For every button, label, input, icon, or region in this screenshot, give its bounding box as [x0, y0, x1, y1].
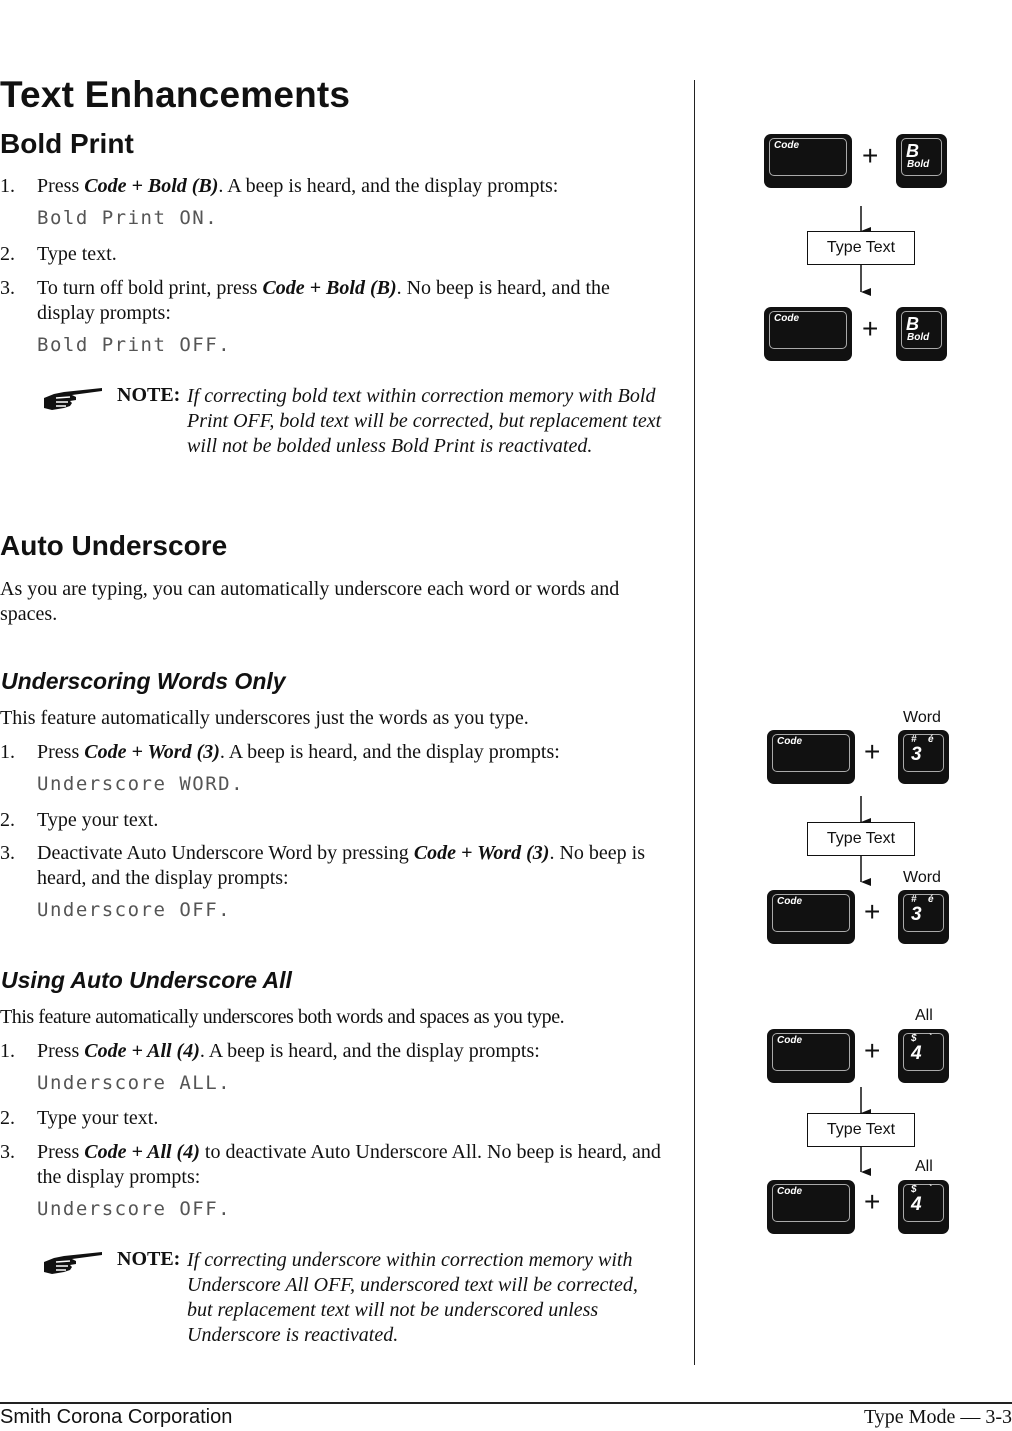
display-prompt-word-off: Underscore OFF. [37, 899, 232, 921]
display-prompt-all-off: Underscore OFF. [37, 1198, 232, 1220]
step-number: 2. [0, 1107, 15, 1129]
all-key-icon: $ ` 4 [898, 1180, 949, 1234]
note-text: If correcting underscore within correction memory with Underscore All OFF, underscored text will be corrected, but replacement text will not be underscored unless Underscore is reactivated. [187, 1249, 638, 1346]
command-text: Code + Word (3) [84, 741, 220, 763]
note-label: NOTE: [117, 384, 181, 406]
bold-key-icon: B Bold [896, 134, 947, 188]
code-key-icon: Code [767, 1029, 855, 1083]
type-text-box: Type Text [807, 1113, 915, 1147]
code-key-icon: Code [764, 307, 852, 361]
code-key-icon: Code [767, 730, 855, 784]
type-text-box: Type Text [807, 822, 915, 856]
step-number: 1. [0, 175, 15, 197]
plus-icon: + [864, 1035, 881, 1066]
footer-rule [0, 1402, 1012, 1404]
column-divider [694, 80, 695, 1365]
footer-company: Smith Corona Corporation [0, 1406, 233, 1428]
step-text: Press Code + All (4). A beep is heard, and the display prompts: [37, 1040, 540, 1062]
plus-icon: + [864, 896, 881, 927]
auto-underscore-intro: As you are typing, you can automatically underscore each word or words and spaces. [0, 578, 620, 625]
plus-icon: + [864, 736, 881, 767]
command-text: Code + Bold (B) [84, 175, 219, 197]
bold-key-icon: B Bold [896, 307, 947, 361]
display-prompt-all-on: Underscore ALL. [37, 1072, 232, 1094]
command-text: Code + All (4) [84, 1141, 200, 1163]
page-title: Text Enhancements [0, 74, 351, 115]
step-text: Press Code + Bold (B). A beep is heard, and the display prompts: [37, 175, 559, 197]
word-key-icon: # é 3 [898, 890, 949, 944]
plus-icon: + [864, 1186, 881, 1217]
pointing-hand-icon [42, 1248, 106, 1280]
step-number: 3. [0, 842, 15, 864]
plus-icon: + [862, 313, 879, 344]
code-key-icon: Code [767, 1180, 855, 1234]
command-text: Code + All (4) [84, 1040, 200, 1062]
type-text-box: Type Text [807, 231, 915, 265]
subheading-underscore-all: Using Auto Underscore All [1, 967, 292, 993]
word-key-label: Word [903, 709, 941, 726]
section-heading-auto-underscore: Auto Underscore [0, 530, 228, 561]
section-heading-bold-print: Bold Print [0, 128, 134, 159]
all-intro: This feature automatically underscores both words and spaces as you type. [0, 1006, 565, 1028]
step-text: Type your text. [37, 1107, 159, 1129]
plus-icon: + [862, 140, 879, 171]
display-prompt-bold-on: Bold Print ON. [37, 207, 219, 229]
command-text: Code + Bold (B) [262, 277, 397, 299]
code-key-icon: Code [764, 134, 852, 188]
word-key-label: Word [903, 869, 941, 886]
step-number: 2. [0, 809, 15, 831]
step-number: 3. [0, 277, 15, 299]
all-key-label: All [915, 1007, 933, 1024]
word-key-icon: # é 3 [898, 730, 949, 784]
all-key-label: All [915, 1158, 933, 1175]
step-text: To turn off bold print, press Code + Bold (B). No beep is heard, and the display prompts: [37, 277, 610, 324]
step-number: 2. [0, 243, 15, 265]
words-intro: This feature automatically underscores just the words as you type. [0, 707, 529, 729]
step-text: Type your text. [37, 809, 159, 831]
step-text: Type text. [37, 243, 117, 265]
step-text: Press Code + All (4) to deactivate Auto Underscore All. No beep is heard, and the display prompts: [37, 1141, 661, 1188]
note-label: NOTE: [117, 1248, 181, 1270]
note-text: If correcting bold text within correction memory with Bold Print OFF, bold text will be corrected, but replacement text will not be bolded unless Bold Print is reactivated. [187, 385, 662, 457]
display-prompt-word-on: Underscore WORD. [37, 773, 245, 795]
pointing-hand-icon [42, 384, 106, 416]
footer-page-number: Type Mode — 3-3 [863, 1406, 1012, 1428]
command-text: Code + Word (3) [413, 842, 550, 864]
step-text: Press Code + Word (3). A beep is heard, and the display prompts: [37, 741, 560, 763]
display-prompt-bold-off: Bold Print OFF. [37, 334, 232, 356]
subheading-words-only: Underscoring Words Only [1, 668, 286, 694]
step-text: Deactivate Auto Underscore Word by pressing Code + Word (3). No beep is heard, and the display prompts: [37, 842, 646, 889]
step-number: 3. [0, 1141, 15, 1163]
step-number: 1. [0, 741, 15, 763]
code-key-icon: Code [767, 890, 855, 944]
all-key-icon: $ ` 4 [898, 1029, 949, 1083]
step-number: 1. [0, 1040, 15, 1062]
